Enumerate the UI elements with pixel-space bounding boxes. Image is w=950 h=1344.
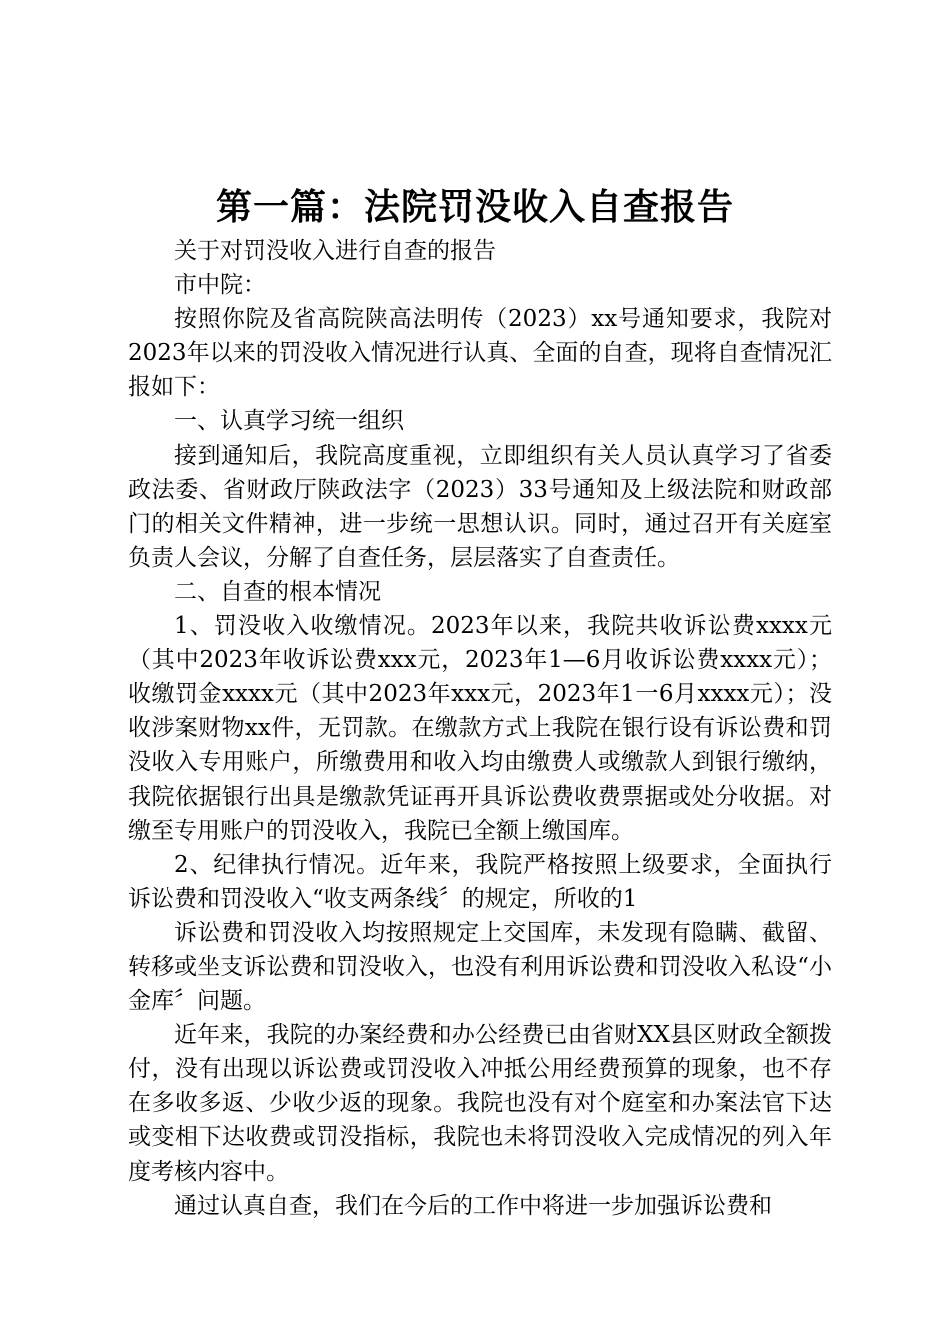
document-body [128, 234, 832, 1223]
document-title: 第一篇：法院罚没收入自查报告 [215, 187, 734, 228]
paragraph-collection: 1、罚没收入收缴情况。2023年以来，我院共收诉讼费xxxx元（其中2023年收诉讼费xxx元，2023年1—6月收诉讼费xxxx元）；收缴罚金xxxx元（其中2023年xxx元，2023年1一6月xxxx元）；没收涉案财物xx件，无罚款。在缴款方式上我院在银行设有诉讼费和罚没收入专用账户，所缴费用和收入均由缴费人或缴款人到银行缴纳，我院依据银行出具是缴款凭证再开具诉讼费收费票据或处分收据。对缴至专用账户的罚没收入，我院已全额上缴国库。 [128, 613, 832, 844]
addressee: 市中院： [174, 272, 266, 299]
paragraph-funding: 近年来，我院的办案经费和办公经费已由省财XX县区财政全额拨付，没有出现以诉讼费或罚没收入冲抵公用经费预算的现象，也不存在多收多返、少收少返的现象。我院也没有对个庭室和办案法官下达或变相下达收费或罚没指标，我院也未将罚没收入完成情况的列入年度考核内容中。 [128, 1022, 832, 1185]
paragraph-conclusion: 通过认真自查，我们在今后的工作中将进一步加强诉讼费和 [174, 1192, 772, 1219]
paragraph-treasury: 诉讼费和罚没收入均按照规定上交国库，未发现有隐瞒、截留、转移或坐支诉讼费和罚没收入，也没有利用诉讼费和罚没收入私设“小金库〞问题。 [128, 919, 832, 1015]
report-subtitle: 关于对罚没收入进行自查的报告 [174, 238, 496, 264]
paragraph-intro: 按照你院及省高院陕高法明传（2023）xx号通知要求，我院对2023年以来的罚没收入情况进行认真、全面的自查，现将自查情况汇报如下： [128, 306, 832, 401]
section-heading-2: 二、自查的根本情况 [174, 578, 381, 605]
paragraph-discipline: 2、纪律执行情况。近年来，我院严格按照上级要求，全面执行诉讼费和罚没收入“收支两条线〞的规定，所收的1 [128, 851, 832, 912]
paragraph-study: 接到通知后，我院高度重视，立即组织有关人员认真学习了省委政法委、省财政厅陕政法字（2023）33号通知及上级法院和财政部门的相关文件精神，进一步统一思想认识。同时，通过召开有关庭室负责人会议，分解了自查任务，层层落实了自查责任。 [128, 442, 832, 571]
section-heading-1: 一、认真学习统一组织 [174, 408, 404, 435]
